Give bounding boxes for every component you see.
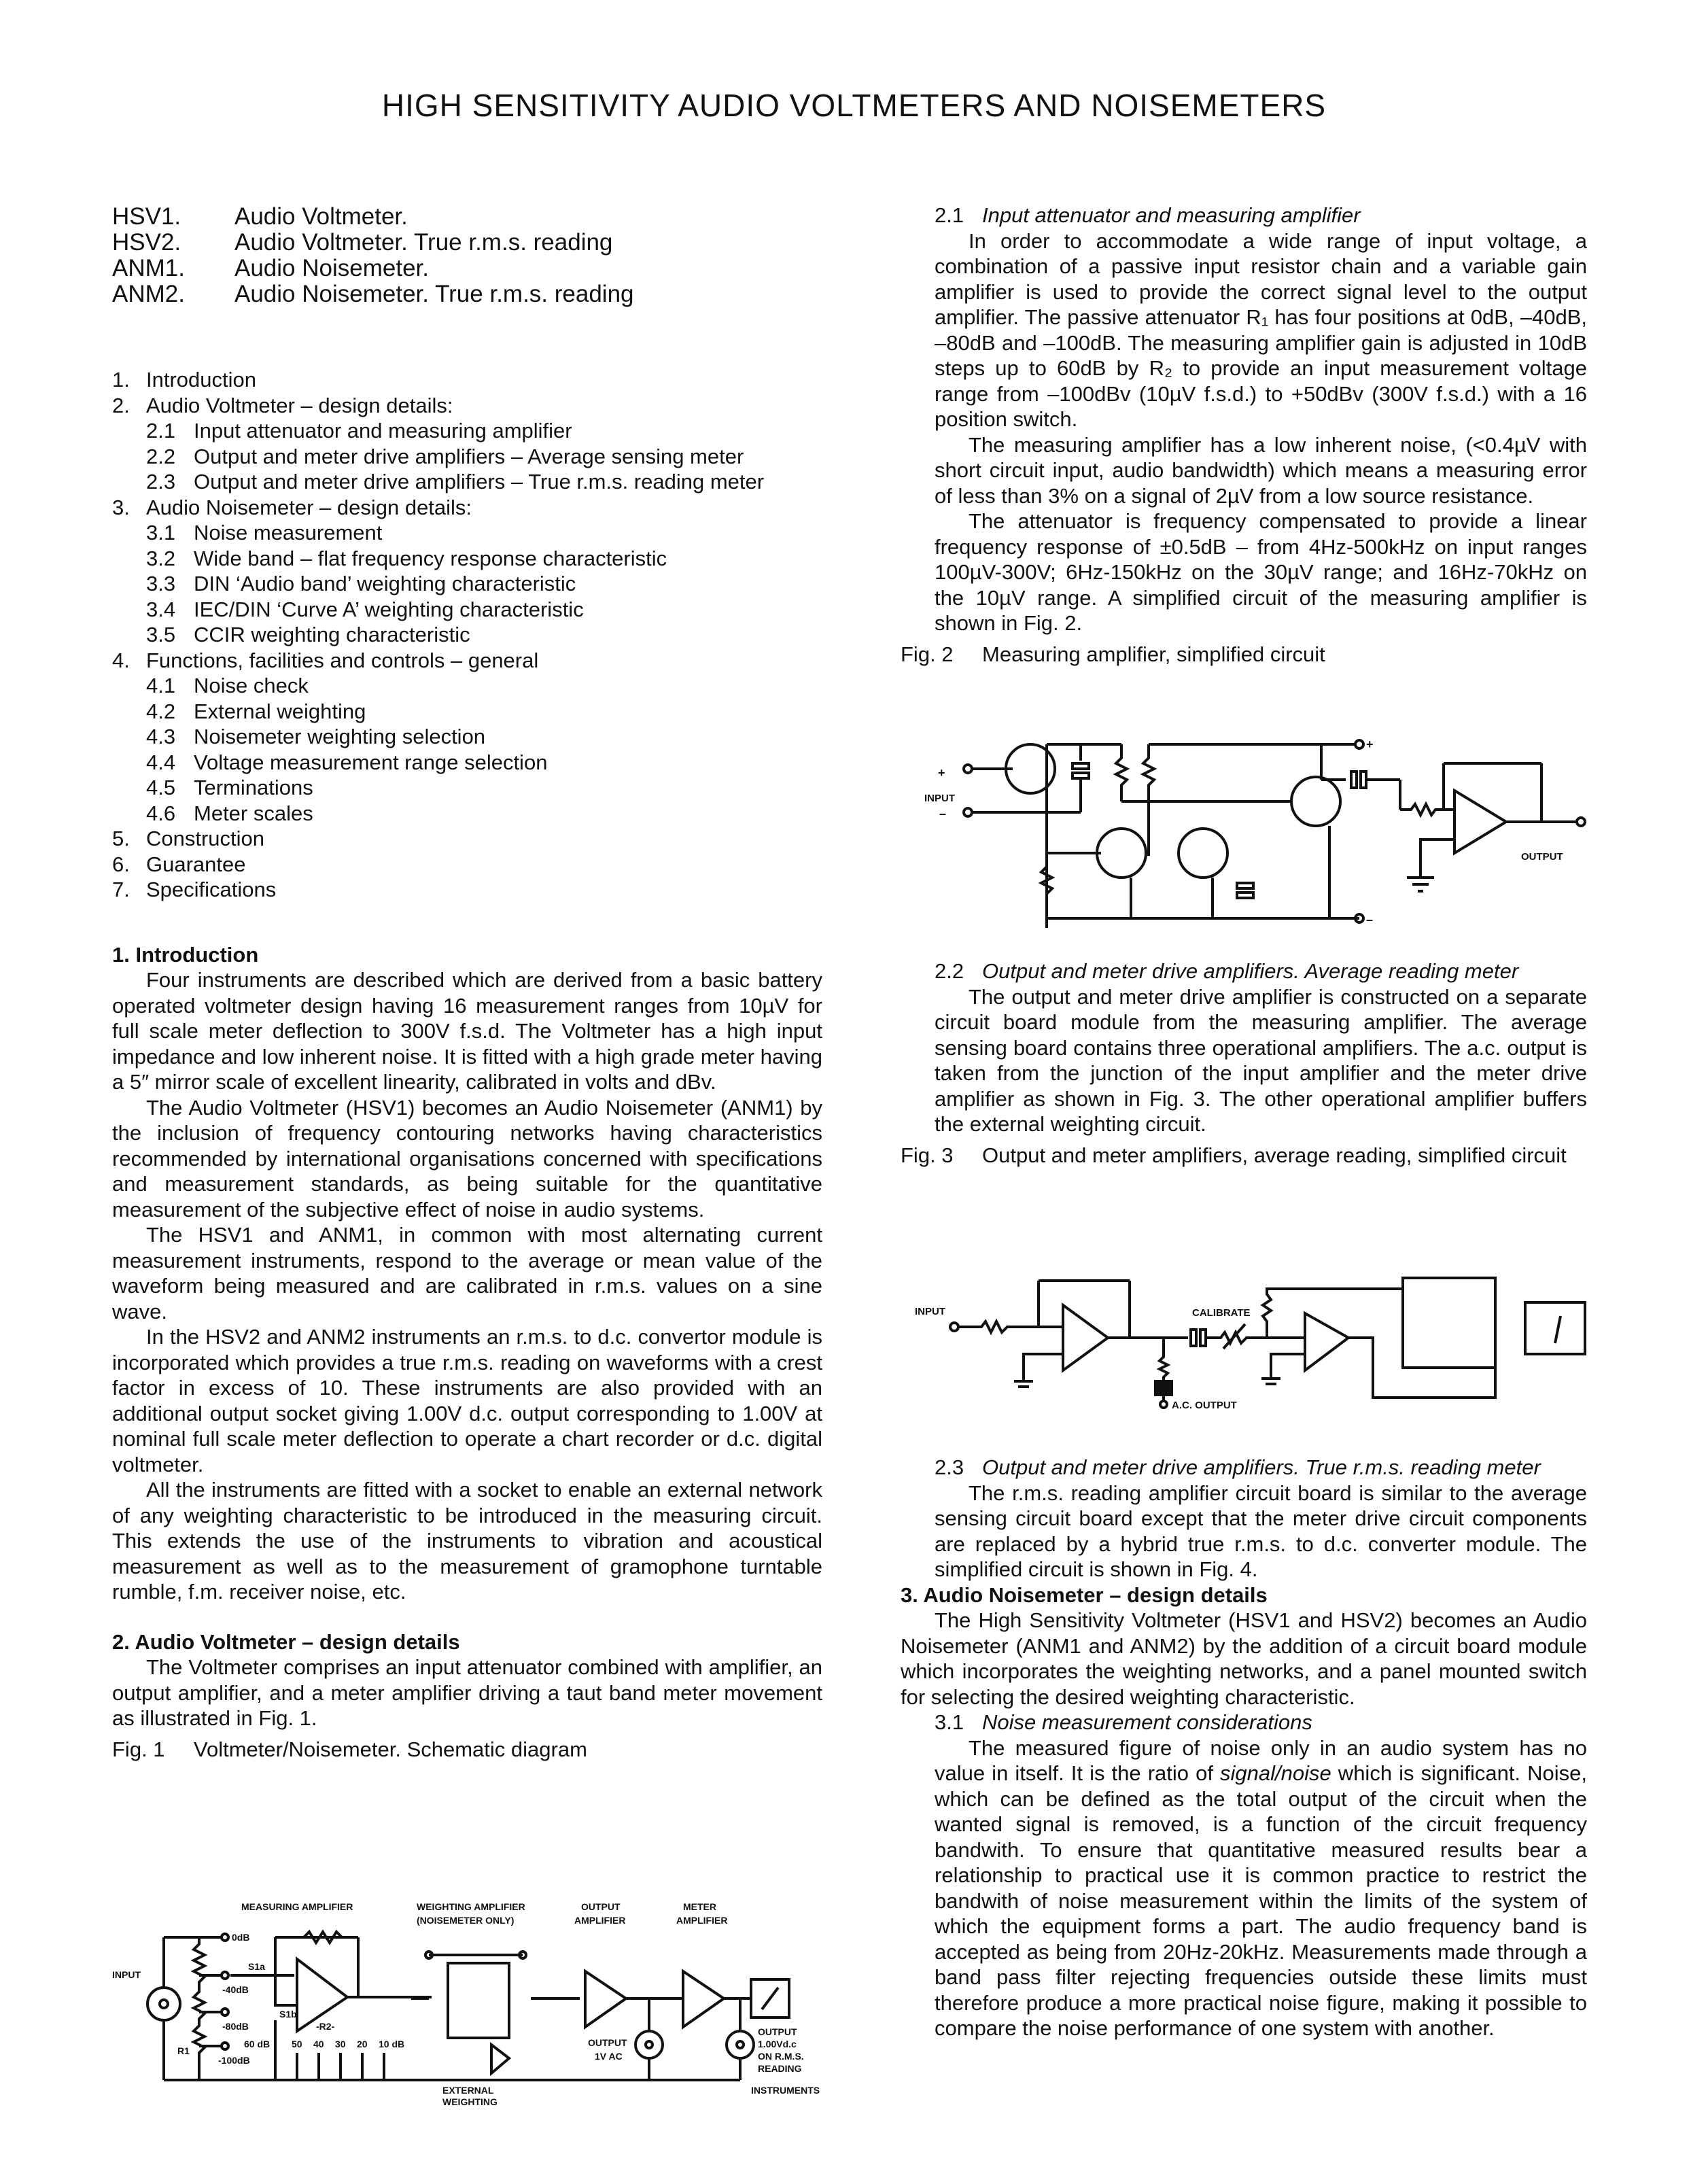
right-column-bottom — [901, 1455, 1587, 2041]
toc-label: External weighting — [194, 699, 366, 723]
toc-subitem — [112, 444, 822, 470]
toc-item — [112, 393, 822, 419]
product-desc: Audio Noisemeter. — [234, 255, 429, 281]
label-r2: -R2- — [316, 2021, 335, 2032]
emphasis: signal/noise — [1220, 1761, 1331, 1785]
toc-label: Wide band – flat frequency response characteristic — [194, 546, 667, 570]
product-item — [112, 256, 822, 281]
label-ac-output: A.C. OUTPUT — [1172, 1400, 1237, 1411]
label-output-amp-1: OUTPUT — [581, 1901, 621, 1912]
product-list — [112, 204, 822, 307]
figure-2-labels — [897, 731, 1604, 948]
label-r1: R1 — [177, 2045, 190, 2056]
figure-number: Fig. 2 — [901, 642, 954, 666]
paragraph: The High Sensitivity Voltmeter (HSV1 and HSV2) becomes an Audio Noisemeter (ANM1 and ANM2) by the addition of a circuit board module which incorporates the weighting networks, and a panel mounted switch for selecting the desired weighting characteristic. — [901, 1608, 1587, 1709]
paragraph: Four instruments are described which are derived from a basic battery operated voltmeter design having 16 measurement ranges from 10µV for full scale meter deflection to 300V f.s.d. The Voltmeter has a high input impedance and low inherent noise. It is fitted with a high grade meter having a 5″ mirror scale of excellent linearity, calibrated in volts and dBv. — [112, 968, 822, 1094]
toc-number: 1. — [112, 368, 130, 392]
label-weighting-amplifier: WEIGHTING AMPLIFIER — [417, 1901, 525, 1912]
toc-subitem — [112, 750, 822, 776]
label-external-2: WEIGHTING — [442, 2096, 498, 2107]
toc-subitem — [112, 571, 822, 597]
toc-number: 2.2 — [146, 444, 176, 468]
subsection-heading — [901, 1455, 1587, 1480]
toc-label: CCIR weighting characteristic — [194, 623, 470, 646]
label-rail-positive: + — [1366, 738, 1374, 751]
toc-subitem — [112, 673, 822, 699]
product-item — [112, 281, 822, 307]
subsection-heading — [901, 1710, 1587, 1735]
product-desc: Audio Noisemeter. True r.m.s. reading — [234, 281, 634, 307]
gain-step: 30 — [335, 2039, 346, 2049]
toc-number: 4.1 — [146, 674, 176, 697]
toc-item — [112, 877, 822, 903]
toc-label: Meter scales — [194, 801, 313, 825]
subsection-title: Output and meter drive amplifiers. Average reading meter — [982, 959, 1519, 983]
paragraph: The HSV1 and ANM1, in common with most alternating current measurement instruments, respond to the average or mean value of the waveform being measured and are calibrated in r.m.s. values on a sine wave. — [112, 1223, 822, 1323]
gain-step: 20 — [357, 2039, 368, 2049]
product-code: HSV2. — [112, 229, 181, 256]
text-run: which is significant. Noise, which can be defined as the total output of the circuit when the wanted signal is removed, is a function of the circuit frequency bandwith. To ensure that quantitative measured results bear a relationship to practical use it is common practice to restrict the bandwith of noise measurement within the limits of the system of which the equipment forms a part. The audio frequency band is accepted as being from 20Hz-20kHz. Measurements made through a band pass filter rejecting frequencies outside these limits must therefore produce a more practical noise figure, making it possible to compare the noise performance of one system with another. — [935, 1761, 1587, 2040]
label-output-dc: 1.00Vd.c — [758, 2039, 797, 2049]
toc-label: Audio Noisemeter – design details: — [146, 495, 472, 519]
toc-number: 3. — [112, 495, 130, 519]
gain-step: 60 dB — [244, 2039, 271, 2049]
label-rail-negative: – — [1366, 913, 1374, 927]
toc-subitem — [112, 801, 822, 827]
label-80db: -80dB — [222, 2021, 249, 2032]
section-heading: 2. Audio Voltmeter – design details — [112, 1629, 460, 1654]
figure-caption — [901, 642, 1587, 668]
toc-subitem — [112, 418, 822, 444]
label-output-dc: READING — [758, 2063, 802, 2074]
toc-number: 2. — [112, 393, 130, 417]
figure-caption — [901, 1143, 1587, 1168]
toc-number: 3.3 — [146, 572, 176, 595]
subsection-heading — [901, 958, 1587, 984]
figure-title: Measuring amplifier, simplified circuit — [982, 642, 1325, 666]
product-item — [112, 204, 822, 230]
toc-label: Noise check — [194, 674, 309, 697]
toc-item — [112, 495, 822, 521]
toc-subitem — [112, 546, 822, 572]
figure-title: Output and meter amplifiers, average reading, simplified circuit — [982, 1143, 1567, 1167]
paragraph: All the instruments are fitted with a socket to enable an external network of any weighting characteristic to be introduced in the measuring circuit. This extends the use of the instruments to vibration and acoustical measurement as well as to the measurement of gramophone turntable rumble, f.m. receiver noise, etc. — [112, 1478, 822, 1604]
section-2 — [112, 1629, 822, 1763]
toc-label: Voltage measurement range selection — [194, 750, 548, 774]
toc-item — [112, 648, 822, 674]
toc-subitem — [112, 622, 822, 648]
toc-item — [112, 826, 822, 852]
page-title: HIGH SENSITIVITY AUDIO VOLTMETERS AND NOISEMETERS — [381, 88, 1327, 123]
label-meter-amp-2: AMPLIFIER — [676, 1915, 728, 1926]
subsection-title: Output and meter drive amplifiers. True r.m.s. reading meter — [982, 1455, 1541, 1479]
label-meter-amp-1: METER — [683, 1901, 716, 1912]
toc-item — [112, 852, 822, 878]
paragraph: The measuring amplifier has a low inherent noise, (<0.4µV with short circuit input, audio bandwidth) which means a measuring error of less than 3% on a signal of 2µV from a low source resistance. — [935, 432, 1587, 508]
toc-label: Guarantee — [146, 852, 246, 876]
left-column — [112, 204, 822, 1762]
toc-subitem — [112, 724, 822, 750]
paragraph: The Audio Voltmeter (HSV1) becomes an Audio Noisemeter (ANM1) by the inclusion of frequency contouring networks having characteristics recommended by international organisations concerned with specifications and measurement standards, as being suitable for the quantitative measurement of the subjective effect of noise in audio systems. — [112, 1095, 822, 1222]
toc-number: 3.2 — [146, 546, 176, 570]
figure-title: Voltmeter/Noisemeter. Schematic diagram — [194, 1737, 587, 1761]
label-output: OUTPUT — [1521, 851, 1563, 863]
label-output-ac-2: 1V AC — [595, 2051, 623, 2062]
subsection-title: Noise measurement considerations — [982, 1710, 1312, 1734]
toc-label: Output and meter drive amplifiers – True r.m.s. reading meter — [194, 470, 765, 493]
toc-label: Terminations — [194, 776, 313, 799]
subsection-number: 3.1 — [935, 1710, 964, 1734]
product-item — [112, 230, 822, 256]
toc-label: DIN ‘Audio band’ weighting characteristic — [194, 572, 576, 595]
toc-number: 4.6 — [146, 801, 176, 825]
toc-subitem — [112, 699, 822, 725]
label-s1b: S1b — [279, 2009, 297, 2020]
paragraph: In order to accommodate a wide range of input voltage, a combination of a passive input resistor chain and a variable gain amplifier is used to provide the correct signal level to the output amplifier. The passive attenuator R₁ has four positions at 0dB, –40dB, –80dB and –100dB. The measuring amplifier gain is adjusted in 10dB steps up to 60dB by R₂ to provide an input measurement voltage range from –100dBv (10µV f.s.d.) to +50dBv (300V f.s.d.) with a 16 position switch. — [935, 228, 1587, 431]
figure-1-labels — [112, 1876, 820, 2107]
label-output-dc: INSTRUMENTS — [751, 2085, 820, 2096]
section-heading: 3. Audio Noisemeter – design details — [901, 1582, 1268, 1607]
product-code: HSV1. — [112, 203, 181, 230]
label-input: INPUT — [112, 1969, 141, 1980]
paragraph: The Voltmeter comprises an input attenuator combined with amplifier, an output amplifier, and a meter amplifier driving a taut band meter movement as illustrated in Fig. 1. — [112, 1655, 822, 1730]
toc-label: Audio Voltmeter – design details: — [146, 393, 453, 417]
label-40db: -40dB — [222, 1984, 249, 1995]
figure-number: Fig. 3 — [901, 1143, 954, 1167]
gain-step: 40 — [313, 2039, 324, 2049]
paragraph: The r.m.s. reading amplifier circuit board is similar to the average sensing circuit board except that the meter drive circuit components are replaced by a hybrid true r.m.s. to d.c. converter module. The simplified circuit is shown in Fig. 4. — [935, 1480, 1587, 1581]
toc-number: 6. — [112, 852, 130, 876]
product-code: ANM1. — [112, 255, 185, 281]
label-external-1: EXTERNAL — [442, 2085, 494, 2096]
label-calibrate: CALIBRATE — [1192, 1307, 1251, 1319]
toc-number: 3.5 — [146, 623, 176, 646]
right-column-top — [901, 203, 1587, 667]
table-of-contents — [112, 367, 822, 903]
toc-subitem — [112, 597, 822, 623]
label-noisemeter-only: (NOISEMETER ONLY) — [417, 1915, 515, 1926]
toc-subitem — [112, 520, 822, 546]
toc-number: 2.3 — [146, 470, 176, 493]
toc-number: 2.1 — [146, 419, 176, 443]
paragraph: In the HSV2 and ANM2 instruments an r.m.s. to d.c. convertor module is incorporated which provides a true r.m.s. reading on waveforms with a crest factor in excess of 10. These instruments are also provided with an additional output socket giving 1.00V d.c. output corresponding to 1.00V at nominal full scale meter deflection to operate a chart recorder or d.c. digital voltmeter. — [112, 1325, 822, 1476]
label-output-ac-1: OUTPUT — [588, 2037, 627, 2048]
section-heading: 1. Introduction — [112, 942, 259, 967]
label-input: INPUT — [924, 793, 955, 804]
label-output-amp-2: AMPLIFIER — [574, 1915, 626, 1926]
subsection-title: Input attenuator and measuring amplifier — [982, 203, 1361, 227]
paragraph: The output and meter drive amplifier is constructed on a separate circuit board module from the measuring amplifier. The average sensing board contains three operational amplifiers. The a.c. output is taken from the junction of the input amplifier and the meter drive amplifier as shown in Fig. 3. The other operational amplifier buffers the external weighting circuit. — [935, 984, 1587, 1136]
toc-number: 3.1 — [146, 521, 176, 544]
right-column-mid — [901, 958, 1587, 1168]
label-plus: + — [938, 766, 945, 780]
figure-number: Fig. 1 — [112, 1737, 165, 1761]
gain-step: 50 — [292, 2039, 302, 2049]
figure-3-labels — [897, 1251, 1604, 1427]
label-input: INPUT — [915, 1306, 945, 1317]
label-output-dc: OUTPUT — [758, 2026, 797, 2037]
subsection-heading — [901, 203, 1587, 228]
toc-label: Noise measurement — [194, 521, 383, 544]
product-desc: Audio Voltmeter. — [234, 203, 408, 230]
figure-caption — [112, 1737, 822, 1763]
label-measuring-amplifier: MEASURING AMPLIFIER — [241, 1901, 353, 1912]
toc-label: Introduction — [146, 368, 256, 392]
toc-label: Specifications — [146, 878, 277, 901]
toc-label: IEC/DIN ‘Curve A’ weighting characteristic — [194, 597, 584, 621]
subsection-number: 2.1 — [935, 203, 964, 227]
subsection-number: 2.3 — [935, 1455, 964, 1479]
toc-number: 4. — [112, 648, 130, 672]
toc-label: Output and meter drive amplifiers – Average sensing meter — [194, 444, 744, 468]
label-minus: – — [939, 807, 947, 820]
toc-number: 7. — [112, 878, 130, 901]
toc-number: 4.4 — [146, 750, 176, 774]
toc-number: 4.2 — [146, 699, 176, 723]
toc-subitem — [112, 469, 822, 495]
toc-number: 4.5 — [146, 776, 176, 799]
label-s1a: S1a — [248, 1961, 265, 1972]
text-run: The measured figure of noise only in an audio system has no value in itself. It is the ratio of — [935, 1735, 1587, 1785]
toc-item — [112, 367, 822, 393]
gain-step: 10 dB — [379, 2039, 405, 2049]
label-0db: 0dB — [232, 1932, 250, 1943]
toc-label: Noisemeter weighting selection — [194, 725, 486, 748]
paragraph — [901, 1735, 1587, 2041]
product-code: ANM2. — [112, 281, 185, 307]
introduction-section — [112, 942, 822, 1605]
toc-label: Input attenuator and measuring amplifier — [194, 419, 572, 443]
toc-subitem — [112, 775, 822, 801]
product-desc: Audio Voltmeter. True r.m.s. reading — [234, 229, 613, 256]
toc-label: Functions, facilities and controls – general — [146, 648, 539, 672]
subsection-number: 2.2 — [935, 959, 964, 983]
toc-number: 3.4 — [146, 597, 176, 621]
toc-number: 5. — [112, 827, 130, 850]
paragraph: The attenuator is frequency compensated to provide a linear frequency response of ±0.5dB – from 4Hz-500kHz on input ranges 100µV-300V; 6Hz-150kHz on the 30µV range; and 16Hz-70kHz on the 10µV range. A simplified circuit of the measuring amplifier is shown in Fig. 2. — [935, 509, 1587, 635]
toc-label: Construction — [146, 827, 265, 850]
label-100db: -100dB — [218, 2055, 250, 2066]
label-output-dc: ON R.M.S. — [758, 2051, 804, 2062]
toc-number: 4.3 — [146, 725, 176, 748]
